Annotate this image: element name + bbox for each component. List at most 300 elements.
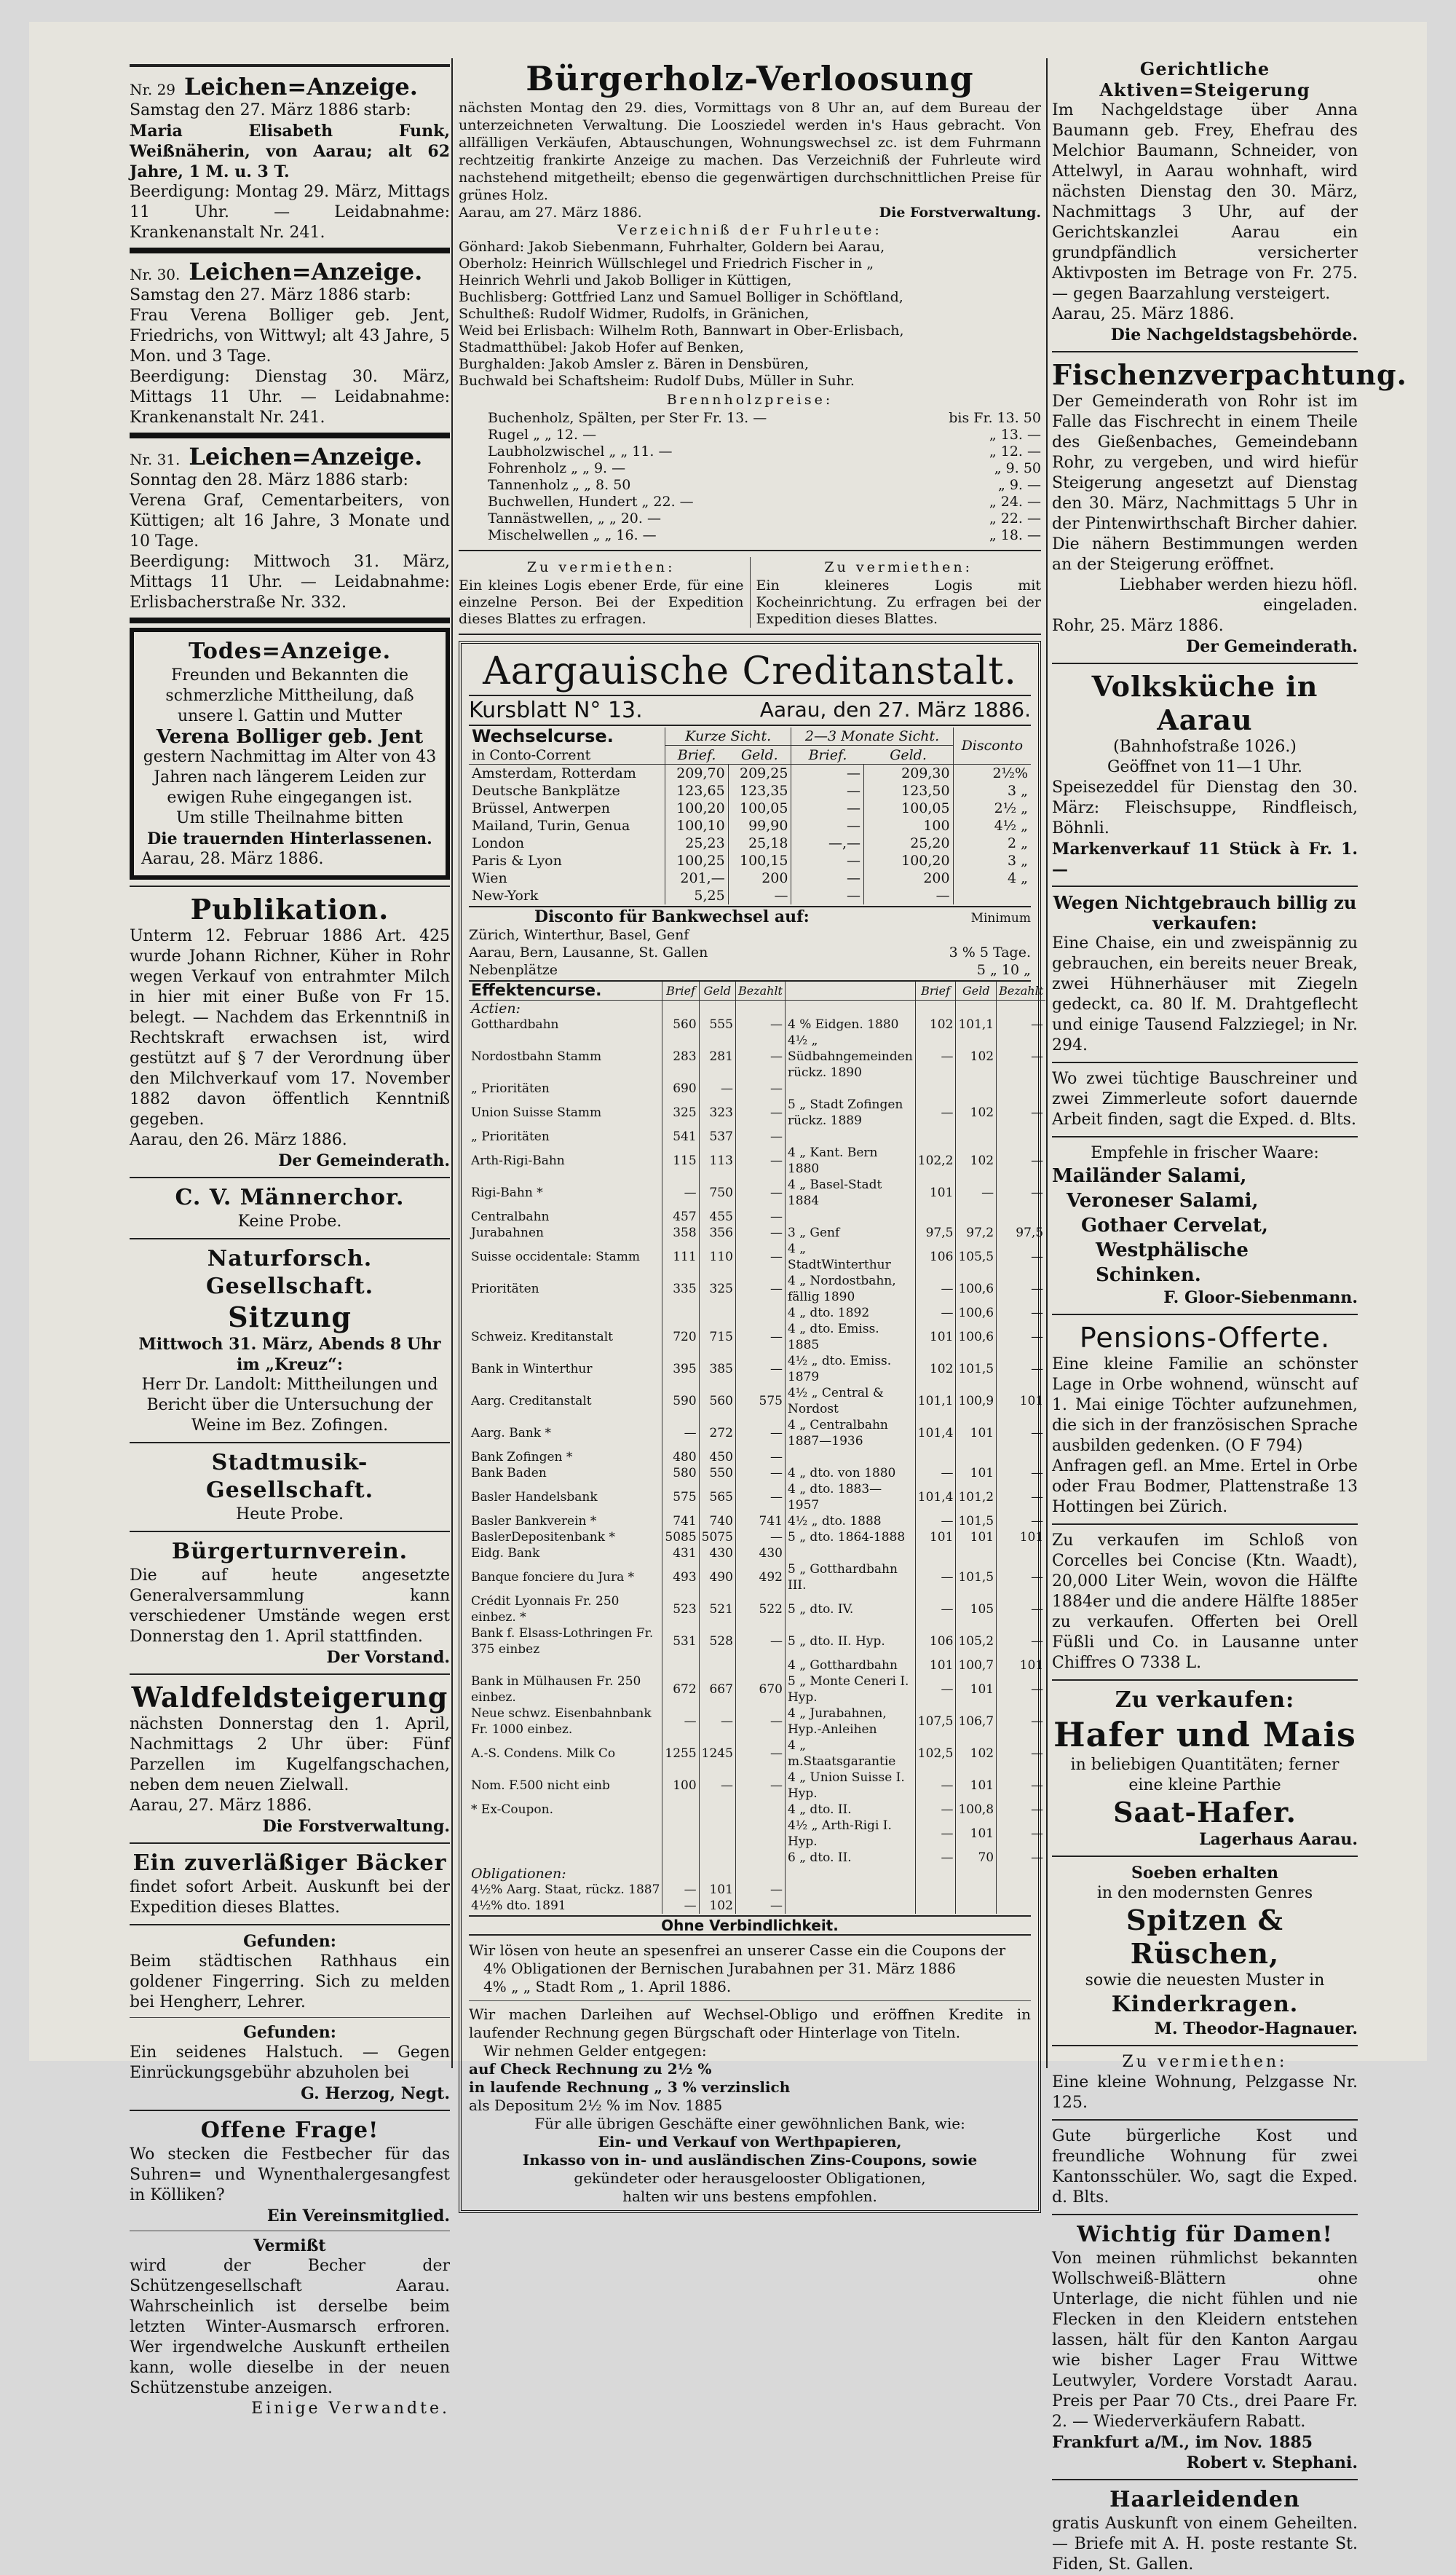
text-block — [1052, 2214, 1358, 2215]
text-block: gratis Auskunft von einem Geheilten. — Briefe mit A. H. poste restante St. Fiden, St. Gallen. — [1052, 2515, 1358, 2574]
text-block — [459, 550, 1041, 551]
text-block — [130, 285, 450, 428]
wichtig-fuer-damen — [1052, 2221, 1358, 2473]
hafer-mais — [1052, 1687, 1358, 1850]
wechsel-cell: 100,15 — [728, 852, 791, 869]
oblig-empty — [997, 1898, 1046, 1914]
effekten-cell: Nordostbahn Stamm — [471, 1049, 602, 1064]
effekten-row — [469, 1513, 1045, 1529]
effekten-cell — [735, 1657, 785, 1673]
wechsel-cell: 2½ „ — [953, 800, 1031, 817]
effekten-cell: 5 „ Stadt Zofingen rückz. 1889 — [785, 1097, 915, 1129]
wechsel-row — [469, 800, 1031, 817]
wechsel-cell: 2 „ — [953, 835, 1031, 852]
text-block — [459, 557, 751, 628]
text-block — [130, 2110, 450, 2111]
oblig-row — [469, 1898, 1045, 1914]
effekten-cell: 111 — [662, 1241, 699, 1273]
text-block — [735, 1001, 785, 1017]
text-block: Wo zwei tüchtige Bauschreiner und zwei Zimmerleute sofort dauernde Arbeit finden, sagt die Exped. d. Blts. — [1052, 1070, 1358, 1129]
text-block: Kinderkragen. — [1111, 1992, 1299, 2017]
effekten-cell: — — [699, 1770, 735, 1802]
effekten-cell: 4½ „ Arth-Rigi I. Hyp. — [785, 1818, 915, 1850]
effekten-cell: 110 — [699, 1241, 735, 1273]
effekten-cell: 106 — [915, 1625, 956, 1657]
wechsel-cell: Paris & Lyon — [472, 853, 562, 869]
text-block: im „Kreuz“: — [237, 1355, 343, 1374]
text-block — [469, 1941, 1031, 2206]
wechsel-cell: 201,— — [665, 869, 728, 887]
spitzen-rueschen — [1052, 1863, 1358, 2039]
wechsel-cell: 3 „ — [953, 852, 1031, 869]
text-block: Brief. — [791, 746, 864, 765]
maennerchor — [130, 1184, 450, 1232]
text-block — [130, 1177, 450, 1178]
text-block — [699, 1001, 735, 1017]
text-block: Freunden und Bekannten die schmerzliche Mittheilung, daß unsere l. Gattin und Mutter — [165, 666, 414, 725]
effekten-row — [469, 1129, 1045, 1145]
text-block — [1052, 1164, 1358, 1288]
effekten-cell: 106 — [915, 1241, 956, 1273]
wechsel-row — [469, 765, 1031, 783]
text-block — [1052, 1136, 1358, 1137]
effekten-cell — [915, 1449, 956, 1465]
text-block — [1052, 2045, 1358, 2046]
effekten-row — [469, 1353, 1045, 1385]
effekten-cell: — — [915, 1465, 956, 1481]
waldfeldsteigerung — [130, 1681, 450, 1837]
wechsel-cell: 25,20 — [863, 835, 953, 852]
text-block — [469, 2000, 1031, 2001]
text-block: Gerichtliche Aktiven=Steigerung — [1099, 58, 1310, 100]
disconto-place: Aarau, Bern, Lausanne, St. Gallen — [469, 945, 708, 961]
zu-vermiethen-pair — [459, 557, 1041, 628]
text-block — [1052, 1863, 1358, 1883]
effekten-cell: 102 — [956, 1738, 997, 1770]
effekten-row — [469, 1305, 1045, 1321]
effekten-cell: — — [915, 1770, 956, 1802]
effekten-cell: 101,5 — [956, 1513, 997, 1529]
effekten-cell: — — [997, 1017, 1046, 1033]
text-block — [1052, 1971, 1358, 1991]
effekten-cell: 5 „ Monte Ceneri I. Hyp. — [785, 1673, 915, 1706]
effekten-cell: 102 — [956, 1097, 997, 1129]
aktiven-steigerung — [1052, 58, 1358, 345]
wechsel-cell: 25,23 — [665, 835, 728, 852]
effekten-cell: 101 — [956, 1529, 997, 1545]
effekten-cell: 741 — [735, 1513, 785, 1529]
wohnung-vermiethen — [1052, 2052, 1358, 2113]
effekten-row — [469, 1417, 1045, 1449]
preise-list — [459, 410, 1041, 544]
text-block: Herr Dr. Landolt: Mittheilungen und Bericht über die Untersuchung der Weine im Bez. Zofingen. — [141, 1376, 438, 1435]
text-block: Im Nachgeldstage über Anna Baumann geb. Frey, Ehefrau des Melchior Baumann, Schneider, von Attelwyl, in Aarau wohnhaft, wird nächsten Dienstag den 30. März, Nachmittags 3 Uhr, auf der Gerichtskanzlei Aarau ein grundpfändlich versicherter Aktivposten im Betrage von Fr. 275. — gegen Baarzahlung versteigert. — [1052, 101, 1358, 303]
effekten-cell: — — [735, 1033, 785, 1081]
text-block: Ein- und Verkauf von Werthpapieren, — [598, 2133, 902, 2150]
text-block: nächsten Donnerstag den 1. April, Nachmittags 2 Uhr über: Fünf Parzellen im Kugelfangschachen, neben dem neuen Zielwall. — [130, 1715, 450, 1794]
wechsel-cell: — — [791, 817, 864, 835]
bauschreiner — [1052, 1069, 1358, 1130]
death-notice-29 — [130, 73, 450, 243]
effekten-cell: 490 — [699, 1561, 735, 1593]
text-block — [469, 982, 1045, 1001]
oblig-empty — [915, 1882, 956, 1898]
effekten-cell: Bank in Winterthur — [471, 1362, 593, 1376]
effekten-cell: — — [956, 1177, 997, 1209]
text-block — [130, 258, 450, 285]
wechsel-cell: — — [791, 765, 864, 783]
preis-range: „ 24. — — [989, 494, 1041, 510]
text-block — [130, 248, 450, 253]
text-block — [1052, 1314, 1358, 1315]
preis-row — [488, 494, 1041, 510]
wechsel-cell: Amsterdam, Rotterdam — [472, 765, 636, 781]
text-block: Offene Frage! — [200, 2118, 379, 2143]
text-block: Nr. 29 — [130, 81, 176, 98]
effekten-cell: — — [915, 1097, 956, 1129]
effekten-cell: — — [997, 1417, 1046, 1449]
effekten-cell: — — [735, 1465, 785, 1481]
effektencurse-table — [469, 982, 1045, 1914]
text-block — [130, 886, 450, 887]
text-block: Ein Vereinsmitglied. — [266, 2207, 450, 2225]
text-block — [1052, 737, 1358, 778]
text-block: Unterm 12. Februar 1886 Art. 425 wurde Johann Richner, Küher in Rohr wegen Verkauf von entrahmter Milch in hier mit einer Buße von Fr 15. belegt. — Nachdem das Erkenntniß in Rechtskraft erwachsen ist, wird gestützt auf § 7 der Verordnung über den Milchverkauf vom 17. November 1882 davon öffentlich Kenntniß gegeben. — [130, 927, 450, 1129]
text-block — [1052, 2052, 1358, 2073]
text-block: Aarau, 27. März 1886. — [130, 1797, 312, 1815]
text-block: Markenverkauf 11 Stück à Fr. 1. — — [1052, 840, 1358, 879]
effekten-cell: — — [997, 1673, 1046, 1706]
effekten-cell — [997, 1129, 1046, 1145]
text-block — [130, 433, 450, 438]
disconto-row — [469, 961, 1031, 979]
effekten-cell: — — [997, 1273, 1046, 1305]
text-block: Beerdigung: Mittwoch 31. März, Mittags 11 Uhr. — Leidabnahme: Erlisbacherstraße Nr. 332. — [130, 553, 450, 612]
wechsel-row — [469, 817, 1031, 835]
text-block — [130, 1877, 450, 1918]
effekten-cell: 5 „ dto. IV. — [785, 1593, 915, 1625]
vermisst — [130, 2236, 450, 2419]
publikation — [130, 893, 450, 1171]
effekten-cell: 4 „ Kant. Bern 1880 — [785, 1145, 915, 1177]
effekten-cell: „ Prioritäten — [471, 1081, 550, 1096]
preis-label: Buchenholz, Spälten, per Ster Fr. 13. — — [488, 410, 767, 426]
text-block — [1052, 778, 1358, 880]
effekten-cell: — — [662, 1706, 699, 1738]
effekten-cell: — — [997, 1033, 1046, 1081]
wechsel-cell: New-York — [472, 888, 539, 904]
effekten-cell: Nom. F.500 nicht einb — [471, 1778, 610, 1793]
effekten-cell: 4 „ Basel-Stadt 1884 — [785, 1177, 915, 1209]
empfehlung-item: Veroneser Salami, — [1067, 1190, 1259, 1212]
text-block: Der Gemeinderath. — [1186, 637, 1358, 656]
text-block — [130, 100, 450, 243]
empfehlung-item: Mailänder Salami, — [1052, 1165, 1247, 1187]
text-block: Heute Probe. — [236, 1505, 344, 1523]
preis-row — [488, 477, 1041, 494]
text-block: Aarau, 25. März 1886. — [1052, 305, 1235, 323]
effekten-cell: 555 — [699, 1017, 735, 1033]
text-block — [735, 1866, 785, 1882]
preis-label: Tannästwellen, „ „ 20. — — [488, 510, 661, 527]
wechsel-row — [469, 887, 1031, 904]
wechsel-cell: — — [791, 782, 864, 800]
effekten-cell: — — [735, 1081, 785, 1097]
wechsel-cell: 209,30 — [863, 765, 953, 783]
text-block: Minimum — [970, 911, 1031, 926]
text-block — [130, 926, 450, 1171]
effekten-cell: 550 — [699, 1465, 735, 1481]
effekten-cell: Banque fonciere du Jura * — [471, 1570, 635, 1585]
preis-row — [488, 443, 1041, 460]
effekten-cell: 531 — [662, 1625, 699, 1657]
effekten-cell: 100,8 — [956, 1802, 997, 1818]
effekten-cell: 672 — [662, 1673, 699, 1706]
effekten-cell: 590 — [662, 1385, 699, 1417]
effekten-row — [469, 1738, 1045, 1770]
effekten-cell: — — [735, 1129, 785, 1145]
text-block: Die Forstverwaltung. — [262, 1817, 450, 1836]
text-block: Soeben erhalten — [1131, 1864, 1278, 1882]
wechsel-cell: 100,10 — [665, 817, 728, 835]
text-block: nächsten Montag den 29. dies, Vormittags von 8 Uhr an, auf dem Bureau der unterzeichneten Verwaltung. Die Loosziedel werden in's Haus gebracht. Von allfälligen Verkäufen, Abtauschungen, Wohnungswechsel zc. ist dem Fuhrmann rechtzeitig frankirte Anzeige zu machen. Das Verzeichniß der Fuhrleute wird nachstehend mitgetheilt; ebenso die gegenwärtigen durchschnittlichen Preise für grünes Holz. — [459, 100, 1041, 203]
death-notice-31 — [130, 443, 450, 613]
text-block: sowie die neuesten Muster in — [1085, 1971, 1325, 1990]
preis-label: Tannenholz „ „ 8. 50 — [488, 477, 631, 493]
text-block: Gute bürgerliche Kost und freundliche Wohnung für zwei Kantonsschüler. Wo, sagt die Exped. d. Blts. — [1052, 2127, 1358, 2207]
text-block: Wechselcurse. — [472, 726, 614, 746]
oblig-empty — [785, 1898, 915, 1914]
effekten-cell: — — [735, 1481, 785, 1513]
empfehlung-item: Westphälische Schinken. — [1096, 1239, 1249, 1286]
effekten-cell: — — [997, 1738, 1046, 1770]
effekten-cell: 430 — [699, 1545, 735, 1561]
text-block: Nr. 30. — [130, 266, 181, 283]
effekten-cell: — — [997, 1802, 1046, 1818]
text-block: Brief — [662, 982, 699, 1001]
oblig-cell: 4½% Aarg. Staat, rückz. 1887 — [471, 1882, 660, 1897]
effekten-cell: — — [997, 1818, 1046, 1850]
effekten-cell: 1245 — [699, 1738, 735, 1770]
effekten-cell: Eidg. Bank — [471, 1546, 540, 1561]
text-block: als Depositum 2½ % im Nov. 1885 — [469, 2097, 723, 2114]
effekten-cell: 1255 — [662, 1738, 699, 1770]
text-block — [130, 1566, 450, 1668]
wechsel-cell: — — [791, 800, 864, 817]
text-block: Geöffnet von 11—1 Uhr. — [1107, 758, 1303, 776]
effekten-cell: 101,4 — [915, 1417, 956, 1449]
disconto-list — [469, 926, 1031, 979]
effekten-row — [469, 1802, 1045, 1818]
text-block: Frau Verena Bolliger geb. Jent, Friedrichs, von Wittwyl; alt 43 Jahre, 5 Mon. und 3 Tage. — [130, 307, 450, 366]
text-block — [1052, 100, 1358, 345]
effekten-cell: 105,2 — [956, 1625, 997, 1657]
wechsel-row — [469, 869, 1031, 887]
text-block: Saat-Hafer. — [1113, 1796, 1297, 1829]
text-block — [997, 1866, 1046, 1882]
preis-label: Buchwellen, Hundert „ 22. — — [488, 494, 694, 510]
fuhrmann-line: Schultheß: Rudolf Widmer, Rudolfs, in Gränichen, — [459, 306, 810, 322]
effekten-cell — [997, 1081, 1046, 1097]
text-block — [130, 470, 450, 613]
wechsel-cell: 200 — [728, 869, 791, 887]
text-block: (Bahnhofstraße 1026.) — [1113, 738, 1297, 756]
preis-range: „ 9. — — [997, 477, 1041, 493]
text-block — [1052, 2249, 1358, 2473]
text-block — [130, 1924, 450, 1925]
effekten-cell: 335 — [662, 1273, 699, 1305]
effekten-cell: Schweiz. Kreditanstalt — [471, 1330, 614, 1344]
effekten-cell: — — [997, 1177, 1046, 1209]
effekten-cell: Aarg. Creditanstalt — [471, 1394, 592, 1408]
effekten-cell: 101,5 — [956, 1561, 997, 1593]
preis-row — [488, 410, 1041, 427]
effekten-cell: 4 „ dto. 1883—1957 — [785, 1481, 915, 1513]
effekten-row — [469, 1561, 1045, 1593]
effekten-cell — [662, 1305, 699, 1321]
effekten-cell: 105 — [956, 1593, 997, 1625]
effekten-cell: 720 — [662, 1321, 699, 1353]
effekten-row — [469, 1097, 1045, 1129]
text-block: Speisezeddel für Dienstag den 30. März: Fleischsuppe, Rindfleisch, Böhnli. — [1052, 778, 1358, 837]
text-block — [469, 1866, 1045, 1882]
text-block: Um stille Theilnahme bitten — [176, 809, 403, 827]
wechsel-cell: 123,35 — [728, 782, 791, 800]
text-block — [1052, 2479, 1358, 2480]
buergerturnverein — [130, 1538, 450, 1668]
preis-range: bis Fr. 13. 50 — [949, 410, 1041, 426]
disconto-place: Nebenplätze — [469, 962, 558, 978]
text-block — [1052, 1755, 1358, 1796]
effekten-cell: — — [662, 1417, 699, 1449]
effekten-cell: 740 — [699, 1513, 735, 1529]
effekten-cell: — — [915, 1273, 956, 1305]
effekten-cell — [997, 1545, 1046, 1561]
effekten-cell: — — [735, 1449, 785, 1465]
wechsel-cell: London — [472, 835, 525, 851]
effekten-cell: 565 — [699, 1481, 735, 1513]
effekten-row — [469, 1385, 1045, 1417]
effekten-cell: 107,5 — [915, 1706, 956, 1738]
effekten-cell: 102,5 — [915, 1738, 956, 1770]
effekten-cell: 560 — [699, 1385, 735, 1417]
effekten-cell: 6 „ dto. II. — [785, 1850, 915, 1866]
text-block: Stadtmusik-Gesellschaft. — [205, 1450, 374, 1503]
text-block: Robert v. Stephani. — [1186, 2453, 1358, 2472]
text-block — [662, 1001, 699, 1017]
fuhrmann-line: Burghalden: Jakob Amsler z. Bären in Densbüren, — [459, 356, 810, 372]
text-block: Sitzung — [228, 1301, 352, 1333]
preis-range: „ 22. — — [989, 510, 1041, 527]
wechsel-cell: 5,25 — [665, 887, 728, 904]
text-block — [130, 64, 450, 67]
effekten-cell — [699, 1850, 735, 1866]
text-block — [915, 1001, 956, 1017]
effekten-cell: Centralbahn — [471, 1210, 550, 1224]
effekten-cell — [915, 1081, 956, 1097]
empfehlung — [1052, 1143, 1358, 1308]
effekten-cell: Bank f. Elsass-Lothringen Fr. 375 einbez — [471, 1626, 654, 1657]
preis-range: „ 18. — — [989, 527, 1041, 543]
effekten-cell — [785, 1449, 915, 1465]
effekten-cell: 750 — [699, 1177, 735, 1209]
effekten-cell: 101 — [997, 1529, 1046, 1545]
wechsel-cell: 25,18 — [728, 835, 791, 852]
effekten-row — [469, 1449, 1045, 1465]
effekten-cell: Union Suisse Stamm — [471, 1105, 602, 1120]
wechsel-cell: 200 — [863, 869, 953, 887]
effekten-cell: 521 — [699, 1593, 735, 1625]
effekten-cell — [469, 1850, 662, 1866]
text-block — [130, 443, 450, 470]
text-block: Wir machen Darleihen auf Wechsel-Obligo und eröffnen Kredite in laufender Rechnung gegen Bürgschaft oder Hinterlage von Titeln. — [469, 2006, 1031, 2041]
effekten-cell: 101 — [956, 1818, 997, 1850]
baecker-gesucht — [130, 1850, 450, 1918]
effekten-cell: 115 — [662, 1145, 699, 1177]
text-block — [141, 666, 438, 869]
effekten-cell: 101 — [915, 1177, 956, 1209]
text-block: Bezahlt — [997, 982, 1046, 1001]
effekten-cell: — — [735, 1625, 785, 1657]
effekten-cell — [662, 1802, 699, 1818]
effekten-cell: 4 „ Nordostbahn, fällig 1890 — [785, 1273, 915, 1305]
effekten-cell — [785, 1129, 915, 1145]
effekten-cell: 101 — [997, 1385, 1046, 1417]
text-block: Eine Chaise, ein und zweispännig zu gebrauchen, ein bereits neuer Break, zwei Hühnerhäuser mit Ziegeln gedeckt, ca. 80 lf. M. Drahtgeflecht und einige Tausend Falzziegel; in Nr. 294. — [1052, 934, 1358, 1054]
text-block: Der Gemeinderath. — [278, 1151, 450, 1170]
effekten-cell: — — [735, 1770, 785, 1802]
effekten-row — [469, 1529, 1045, 1545]
effekten-cell — [785, 1545, 915, 1561]
text-block — [1052, 2119, 1358, 2121]
text-block — [1052, 886, 1358, 887]
text-block — [1052, 1523, 1358, 1525]
effekten-cell: 101,1 — [956, 1017, 997, 1033]
wechsel-cell: — — [863, 887, 953, 904]
text-block: Ein seidenes Halstuch. — Gegen Einrückungsgebühr abzuholen bei — [130, 2043, 450, 2082]
text-block — [1052, 1883, 1358, 1904]
effekten-cell — [956, 1129, 997, 1145]
effekten-cell: 105,5 — [956, 1241, 997, 1273]
nichtgebrauch — [1052, 893, 1358, 1056]
effekten-cell — [469, 1818, 662, 1850]
effekten-cell: Basler Handelsbank — [471, 1490, 598, 1505]
wechsel-cell: Mailand, Turin, Genua — [472, 818, 630, 834]
text-block: M. Theodor-Hagnauer. — [1154, 2019, 1358, 2038]
text-block: Wegen Nichtgebrauch billig zu verkaufen: — [1053, 892, 1357, 934]
wechselcurse-table — [469, 727, 1031, 904]
effekten-cell: 4½ „ Central & Nordost — [785, 1385, 915, 1417]
effekten-cell: 4½ „ dto. Emiss. 1879 — [785, 1353, 915, 1385]
effekten-cell: 97,5 — [997, 1225, 1046, 1241]
text-block — [1052, 2073, 1358, 2113]
text-block: Bürgerturnverein. — [171, 1539, 408, 1564]
effekten-cell: BaslerDepositenbank * — [471, 1530, 615, 1545]
text-block — [1052, 1143, 1358, 1164]
effekten-cell: 492 — [735, 1561, 785, 1593]
effekten-row — [469, 1706, 1045, 1738]
effekten-cell: — — [915, 1673, 956, 1706]
effekten-cell: 4 „ StadtWinterthur — [785, 1241, 915, 1273]
effekten-row — [469, 1033, 1045, 1081]
text-block: Der Gemeinderath von Rohr ist im Falle das Fischrecht in einem Theile des Gießenbaches, Gemeindebann Rohr, zu vergeben, und wird hiefür Steigerung angesetzt auf Dienstag den 30. März, Nachmittags 5 Uhr in der Pintenwirthschaft Bircher dahier. Die nähern Bestimmungen werden an der Steigerung eröffnet. — [1052, 393, 1358, 574]
effekten-cell: — — [735, 1097, 785, 1129]
effekten-cell: Bank Zofingen * — [471, 1450, 573, 1464]
text-block: Leichen=Anzeige. — [189, 443, 423, 470]
text-block — [1052, 1354, 1358, 1518]
effekten-cell — [915, 1129, 956, 1145]
text-block — [1052, 2514, 1358, 2575]
